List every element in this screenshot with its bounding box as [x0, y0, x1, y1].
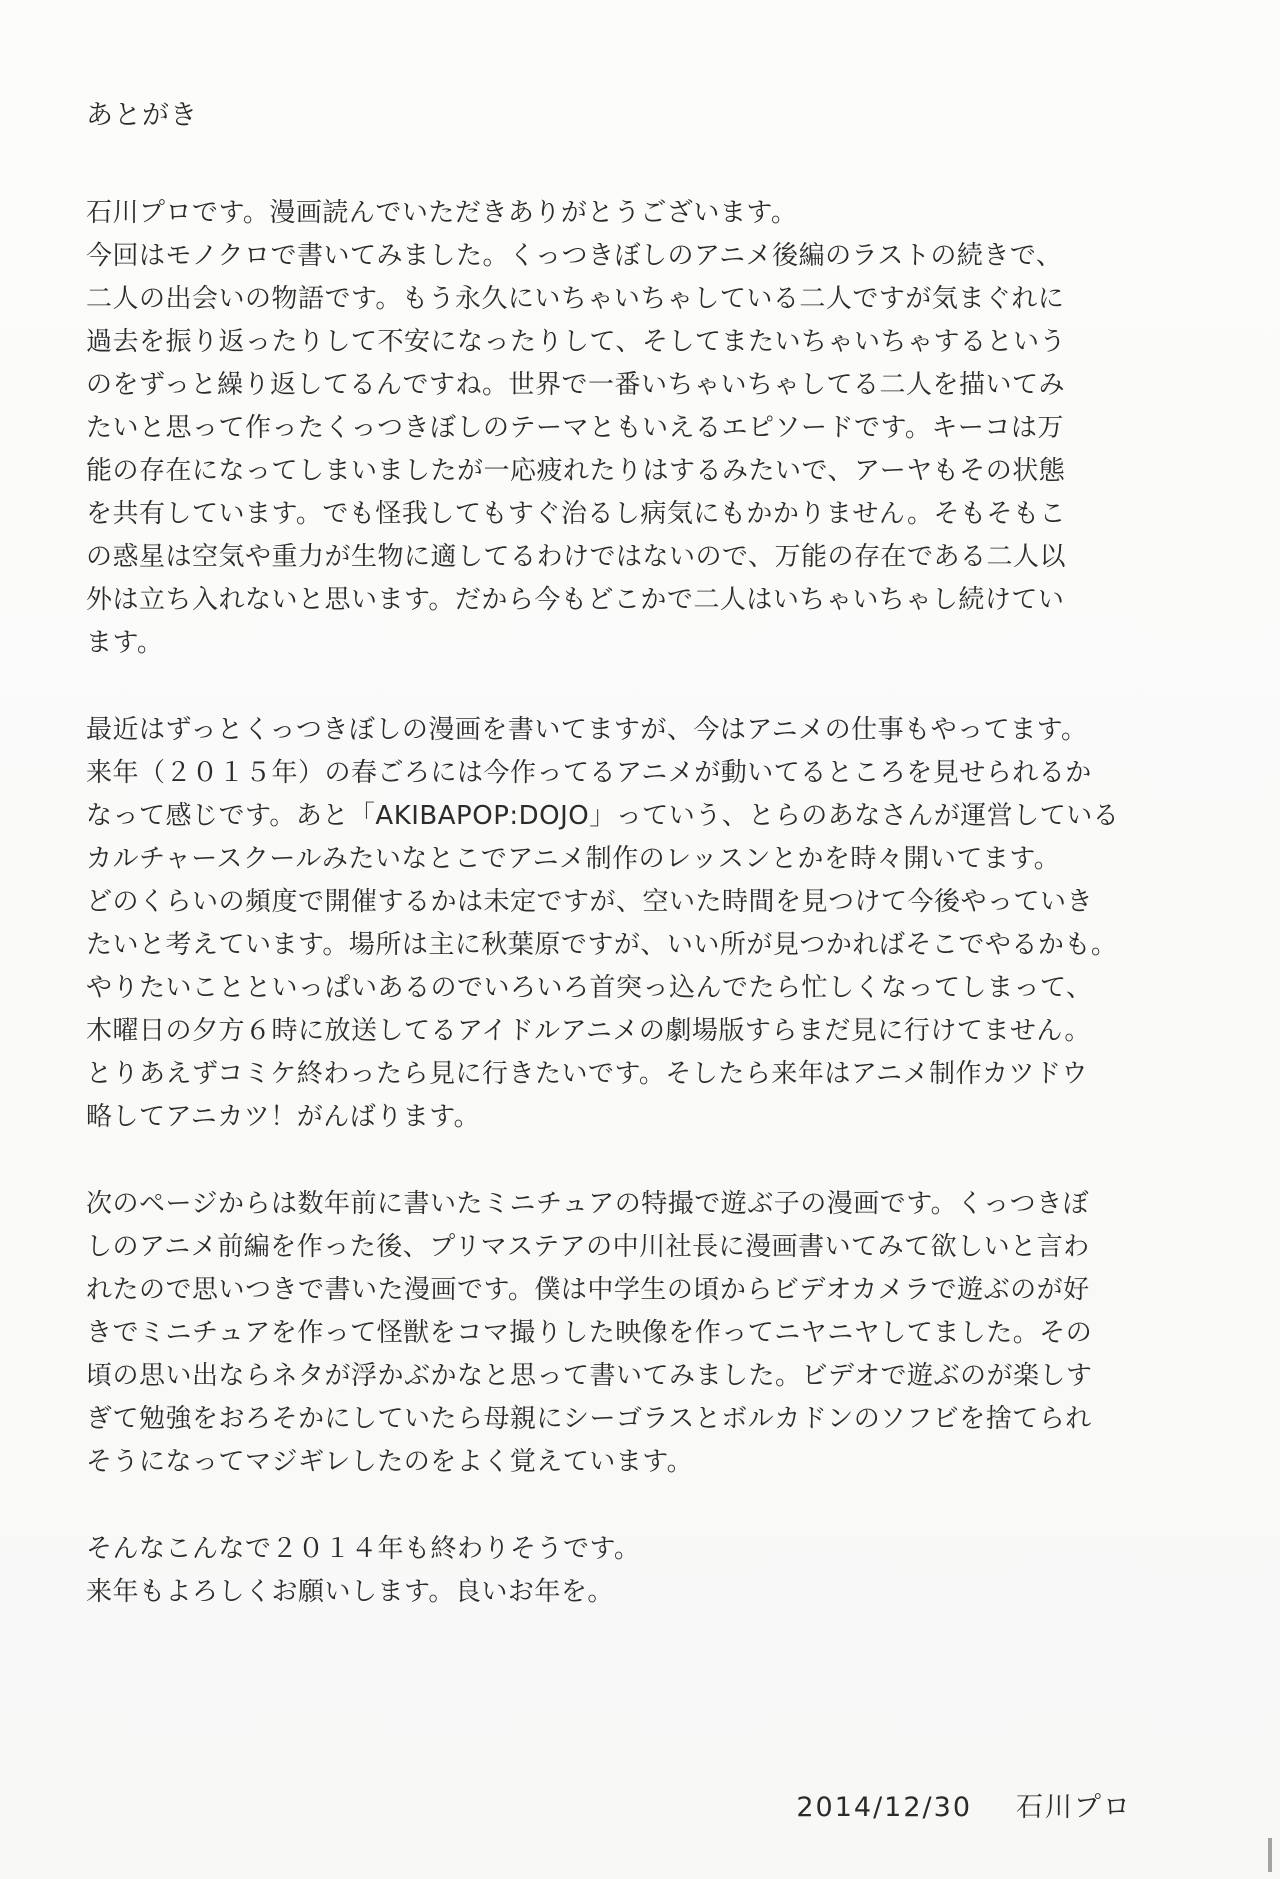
text-line: とりあえずコミケ終わったら見に行きたいです。そしたら来年はアニメ制作カツドウ — [86, 1059, 1089, 1089]
text-line: 略してアニカツ！がんばります。 — [86, 1102, 481, 1132]
paragraph-2 — [86, 709, 1166, 1139]
text-line: 最近はずっとくっつきぼしの漫画を書いてますが、今はアニメの仕事もやってます。 — [86, 715, 1088, 745]
text-line: を共有しています。でも怪我してもすぐ治るし病気にもかかりません。そもそもこ — [86, 499, 1066, 529]
text-line: 頃の思い出ならネタが浮かぶかなと思って書いてみました。ビデオで遊ぶのが楽しす — [86, 1361, 1093, 1391]
text-line: 来年（２０１５年）の春ごろには今作ってるアニメが動いてるところを見せられるか — [86, 758, 1092, 788]
text-line: の惑星は空気や重力が生物に適してるわけではないので、万能の存在である二人以 — [86, 542, 1066, 572]
text-line: 木曜日の夕方６時に放送してるアイドルアニメの劇場版すらまだ見に行けてません。 — [86, 1016, 1091, 1046]
text-line: れたので思いつきで書いた漫画です。僕は中学生の頃からビデオカメラで遊ぶのが好 — [86, 1275, 1090, 1305]
document-title: あとがき — [86, 100, 198, 131]
paragraph-1 — [86, 192, 1166, 665]
paragraph-4 — [86, 1528, 1166, 1614]
text-line: どのくらいの頻度で開催するかは未定ですが、空いた時間を見つけて今後やっていき — [86, 887, 1094, 917]
text-line: たいと思って作ったくっつきぼしのテーマともいえるエピソードです。キーコは万 — [86, 413, 1064, 443]
paragraph-3 — [86, 1183, 1166, 1484]
text-line: なって感じです。あと「AKIBAPOP:DOJO」っていう、とらのあなさんが運営している — [86, 801, 1120, 831]
text-line: のをずっと繰り返してるんですね。世界で一番いちゃいちゃしてる二人を描いてみ — [86, 370, 1065, 400]
afterword-content — [86, 96, 1166, 1658]
document-date: 2014/12/30 — [796, 1792, 972, 1823]
text-line: そうになってマジギレしたのをよく覚えています。 — [86, 1447, 694, 1477]
page-edge-mark — [1268, 1838, 1272, 1872]
text-line: きでミニチュアを作って怪獣をコマ撮りした映像を作ってニヤニヤしてました。その — [86, 1318, 1093, 1348]
author-name: 石川プロ — [1016, 1792, 1132, 1823]
text-line: 次のページからは数年前に書いたミニチュアの特撮で遊ぶ子の漫画です。くっつきぼ — [86, 1189, 1090, 1219]
text-line: 二人の出会いの物語です。もう永久にいちゃいちゃしている二人ですが気まぐれに — [86, 284, 1065, 314]
text-line: 来年もよろしくお願いします。良いお年を。 — [86, 1577, 614, 1607]
text-line: しのアニメ前編を作った後、プリマステアの中川社長に漫画書いてみて欲しいと言わ — [86, 1232, 1090, 1262]
text-line: カルチャースクールみたいなとこでアニメ制作のレッスンとかを時々開いてます。 — [86, 844, 1061, 874]
text-line: たいと考えています。場所は主に秋葉原ですが、いい所が見つかればそこでやるかも。 — [86, 930, 1118, 960]
signature-footer — [796, 1788, 1132, 1828]
text-line: やりたいことといっぱいあるのでいろいろ首突っ込んでたら忙しくなってしまって、 — [86, 973, 1093, 1003]
text-line: そんなこんなで２０１４年も終わりそうです。 — [86, 1534, 641, 1564]
text-line: 石川プロです。漫画読んでいただきありがとうございます。 — [86, 198, 798, 228]
text-line: 今回はモノクロで書いてみました。くっつきぼしのアニメ後編のラストの続きで、 — [86, 241, 1063, 271]
text-line: 能の存在になってしまいましたが一応疲れたりはするみたいで、アーヤもその状態 — [86, 456, 1066, 486]
text-line: ます。 — [86, 628, 164, 658]
text-line: 外は立ち入れないと思います。だから今もどこかで二人はいちゃいちゃし続けてい — [86, 585, 1065, 615]
text-line: 過去を振り返ったりして不安になったりして、そしてまたいちゃいちゃするという — [86, 327, 1066, 357]
text-line: ぎて勉強をおろそかにしていたら母親にシーゴラスとボルカドンのソフビを捨てられ — [86, 1404, 1092, 1434]
